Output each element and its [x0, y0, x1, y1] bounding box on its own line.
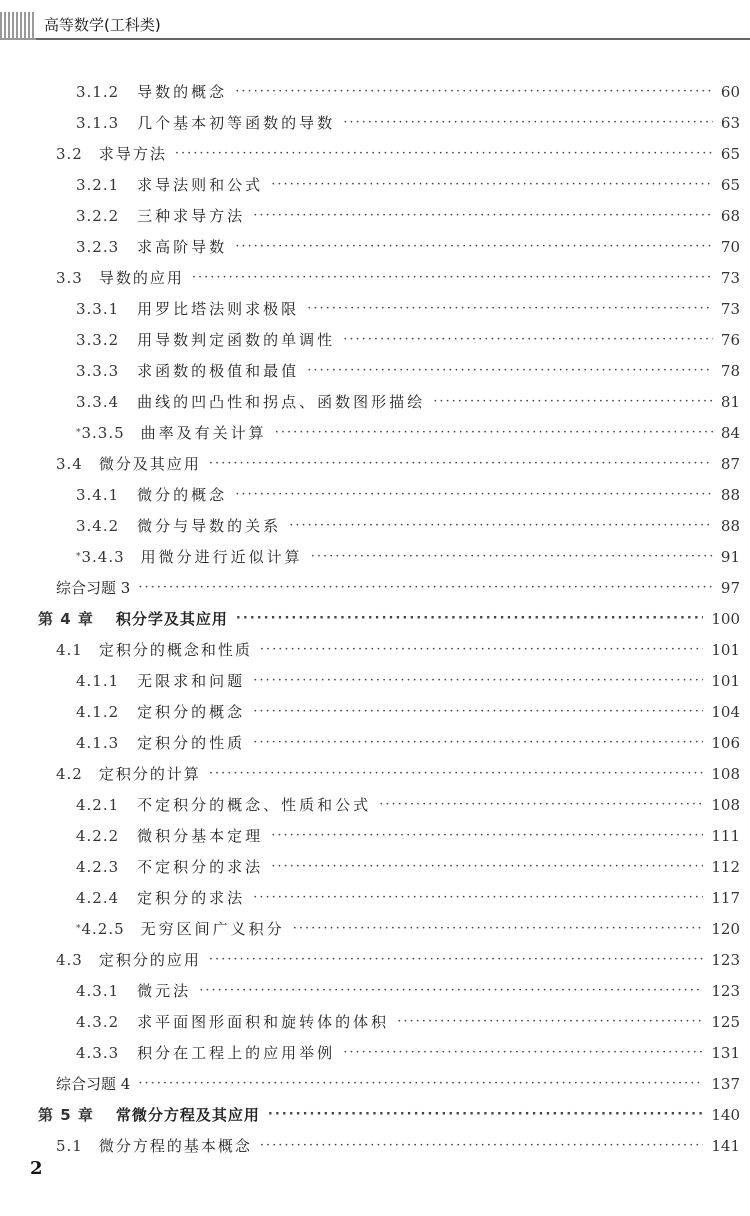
toc-entry-page: 68: [720, 206, 740, 225]
toc-entry-subsection[interactable]: [0, 200, 750, 231]
toc-entry-chapter[interactable]: [0, 603, 750, 634]
toc-entry-number: 第 5 章: [38, 1106, 94, 1124]
toc-entry-number: 5.1: [56, 1136, 83, 1155]
dot-leader: [209, 456, 713, 471]
dot-leader: [289, 518, 713, 533]
toc-entry-title: 求导方法: [98, 145, 167, 163]
toc-entry-title: 几个基本初等函数的导数: [137, 114, 336, 132]
toc-entry-number: 3.3.4: [76, 392, 120, 411]
dot-leader: [307, 301, 713, 316]
dot-leader: [343, 115, 713, 130]
toc-entry-title: 求平面图形面积和旋转体的体积: [137, 1013, 390, 1031]
toc-entry-title: 求高阶导数: [137, 238, 228, 256]
toc-entry-number: 第 4 章: [38, 610, 94, 628]
dot-leader: [253, 735, 703, 750]
toc-entry-title: 微元法: [137, 982, 192, 1000]
toc-entry-page: 88: [720, 516, 740, 535]
toc-entry-number: 4.1.1: [76, 671, 120, 690]
toc-entry-page: 120: [711, 919, 740, 938]
toc-entry-number: 3.1.2: [76, 82, 120, 101]
toc-entry-title: 定积分的性质: [137, 734, 246, 752]
toc-entry-page: 63: [720, 113, 740, 132]
toc-entry-number: 3.3.1: [76, 299, 120, 318]
toc-entry-title: 求函数的极值和最值: [137, 362, 300, 380]
dot-leader: [271, 859, 703, 874]
dot-leader: [138, 580, 713, 595]
toc-entry-subsection[interactable]: [0, 882, 750, 913]
toc-entry-subsection[interactable]: [0, 851, 750, 882]
toc-entry-number: 3.4.2: [76, 516, 120, 535]
dot-leader: [192, 270, 713, 285]
dot-leader: [253, 704, 703, 719]
dot-leader: [311, 549, 713, 564]
toc-entry-title: 定积分的应用: [98, 951, 201, 969]
running-header: [0, 0, 750, 46]
toc-entry-title: 三种求导方法: [137, 207, 246, 225]
toc-entry-page: 91: [720, 547, 740, 566]
toc-entry-subsection[interactable]: [0, 355, 750, 386]
toc-entry-page: 112: [711, 857, 740, 876]
toc-entry-subsection[interactable]: [0, 479, 750, 510]
toc-entry-page: 141: [711, 1136, 740, 1155]
toc-entry-page: 73: [720, 268, 740, 287]
toc-entry-page: 137: [711, 1074, 740, 1093]
toc-entry-subsection[interactable]: [0, 696, 750, 727]
dot-leader: [307, 363, 713, 378]
toc-entry-title: 曲率及有关计算: [140, 424, 267, 442]
toc-entry-title: 导数的概念: [137, 83, 228, 101]
dot-leader: [397, 1014, 703, 1029]
header-rule: [36, 38, 750, 40]
dot-leader: [236, 611, 703, 626]
toc-entry-number: 3.2: [56, 144, 83, 163]
toc-entry-page: 123: [711, 981, 740, 1000]
toc-entry-number: 3.1.3: [76, 113, 120, 132]
toc-entry-exercise[interactable]: [0, 1068, 750, 1099]
toc-entry-number: 4.1.2: [76, 702, 120, 721]
toc-entry-page: 125: [711, 1012, 740, 1031]
book-title: 高等数学(工科类): [44, 16, 161, 34]
toc-entry-section[interactable]: [0, 262, 750, 293]
toc-entry-page: 70: [720, 237, 740, 256]
toc-entry-page: 101: [711, 640, 740, 659]
toc-entry-subsection[interactable]: [0, 820, 750, 851]
toc-entry-number: 4.3.2: [76, 1012, 120, 1031]
toc-entry-number: 4.2.1: [76, 795, 120, 814]
toc-entry-page: 73: [720, 299, 740, 318]
toc-entry-subsection[interactable]: [0, 293, 750, 324]
toc-entry-title: 定积分的概念和性质: [98, 641, 252, 659]
toc-entry-number: 3.3.3: [76, 361, 120, 380]
toc-entry-subsection[interactable]: [0, 975, 750, 1006]
toc-entry-page: 78: [720, 361, 740, 380]
header-stripe-decoration: [0, 12, 36, 38]
toc-entry-section[interactable]: [0, 1130, 750, 1161]
dot-leader: [260, 1138, 703, 1153]
toc-entry-subsection[interactable]: [0, 665, 750, 696]
toc-entry-title: 用导数判定函数的单调性: [137, 331, 336, 349]
toc-entry-title: 微分的概念: [137, 486, 228, 504]
toc-entry-section[interactable]: [0, 634, 750, 665]
toc-entry-title: 用罗比塔法则求极限: [137, 300, 300, 318]
toc-entry-subsection[interactable]: [0, 169, 750, 200]
toc-entry-subsection[interactable]: [0, 107, 750, 138]
optional-marker: *: [76, 427, 81, 438]
toc-entry-page: 108: [711, 764, 740, 783]
toc-entry-title: 微积分基本定理: [137, 827, 264, 845]
dot-leader: [235, 487, 713, 502]
dot-leader: [271, 177, 713, 192]
toc-entry-title: 用微分进行近似计算: [140, 548, 303, 566]
dot-leader: [343, 1045, 703, 1060]
toc-entry-number: 3.2.1: [76, 175, 120, 194]
toc-entry-subsection[interactable]: [0, 727, 750, 758]
toc-entry-section[interactable]: [0, 944, 750, 975]
toc-entry-page: 88: [720, 485, 740, 504]
toc-entry-page: 140: [711, 1105, 740, 1124]
toc-entry-chapter[interactable]: [0, 1099, 750, 1130]
toc-entry-title: 常微分方程及其应用: [115, 1106, 260, 1124]
dot-leader: [343, 332, 713, 347]
toc-entry-page: 97: [720, 578, 740, 597]
dot-leader: [235, 84, 713, 99]
toc-entry-number: 4.2.4: [76, 888, 120, 907]
dot-leader: [199, 983, 703, 998]
toc-entry-number: 4.2.2: [76, 826, 120, 845]
toc-entry-page: 108: [711, 795, 740, 814]
toc-entry-number: 4.3: [56, 950, 83, 969]
optional-marker: *: [76, 923, 81, 934]
toc-entry-page: 117: [711, 888, 740, 907]
toc-entry-subsection[interactable]: [0, 231, 750, 262]
dot-leader: [433, 394, 713, 409]
dot-leader: [268, 1107, 703, 1122]
toc-entry-title: 定积分的求法: [137, 889, 246, 907]
toc-entry-number: 4.2: [56, 764, 83, 783]
dot-leader: [209, 766, 703, 781]
toc-entry-page: 100: [711, 609, 740, 628]
page-number: 2: [30, 1158, 43, 1179]
toc-entry-subsection[interactable]: [0, 386, 750, 417]
toc-entry-page: 104: [711, 702, 740, 721]
toc-entry-title: 曲线的凹凸性和拐点、函数图形描绘: [137, 393, 426, 411]
toc-entry-number: 4.1: [56, 640, 83, 659]
toc-entry-section[interactable]: [0, 448, 750, 479]
toc-entry-subsection[interactable]: [0, 76, 750, 107]
dot-leader: [293, 921, 704, 936]
toc-entry-number: 3.3.2: [76, 330, 120, 349]
toc-entry-number: 3.2.3: [76, 237, 120, 256]
toc-entry-page: 101: [711, 671, 740, 690]
dot-leader: [235, 239, 713, 254]
toc-entry-title: 微分与导数的关系: [137, 517, 282, 535]
toc-entry-number: 3.4.1: [76, 485, 120, 504]
toc-entry-subsection[interactable]: [0, 324, 750, 355]
toc-entry-page: 60: [720, 82, 740, 101]
toc-entry-number: 3.4.3: [81, 547, 125, 566]
toc-entry-exercise[interactable]: [0, 572, 750, 603]
toc-entry-title: 求导法则和公式: [137, 176, 264, 194]
toc-entry-title: 不定积分的概念、性质和公式: [137, 796, 372, 814]
dot-leader: [253, 673, 703, 688]
dot-leader: [175, 146, 713, 161]
toc-entry-page: 84: [720, 423, 740, 442]
dot-leader: [271, 828, 703, 843]
dot-leader: [253, 890, 703, 905]
table-of-contents: [0, 76, 750, 1161]
dot-leader: [379, 797, 703, 812]
dot-leader: [138, 1076, 703, 1091]
header-rule-left: [0, 38, 36, 40]
toc-entry-subsection[interactable]: [0, 789, 750, 820]
toc-entry-title: 积分学及其应用: [115, 610, 228, 628]
toc-entry-title: 无限求和问题: [137, 672, 246, 690]
toc-entry-page: 76: [720, 330, 740, 349]
toc-entry-title: 积分在工程上的应用举例: [137, 1044, 336, 1062]
toc-entry-page: 106: [711, 733, 740, 752]
toc-entry-page: 131: [711, 1043, 740, 1062]
toc-entry-title: 微分方程的基本概念: [98, 1137, 252, 1155]
optional-marker: *: [76, 551, 81, 562]
toc-entry-page: 111: [711, 826, 740, 845]
toc-entry-page: 87: [720, 454, 740, 473]
toc-entry-page: 81: [720, 392, 740, 411]
toc-entry-section[interactable]: [0, 138, 750, 169]
toc-entry-subsection[interactable]: [0, 1006, 750, 1037]
toc-entry-number: 3.2.2: [76, 206, 120, 225]
toc-entry-page: 65: [720, 144, 740, 163]
toc-entry-subsection[interactable]: [0, 510, 750, 541]
toc-entry-title: 综合习题 3: [56, 579, 131, 597]
toc-entry-section[interactable]: [0, 758, 750, 789]
toc-entry-number: 3.3: [56, 268, 83, 287]
toc-entry-page: 123: [711, 950, 740, 969]
dot-leader: [253, 208, 713, 223]
toc-entry-subsection[interactable]: [0, 1037, 750, 1068]
toc-entry-title: 导数的应用: [98, 269, 184, 287]
toc-entry-starred[interactable]: [0, 417, 750, 448]
toc-entry-title: 微分及其应用: [98, 455, 201, 473]
toc-entry-number: 4.1.3: [76, 733, 120, 752]
dot-leader: [275, 425, 713, 440]
toc-entry-title: 定积分的计算: [98, 765, 201, 783]
toc-entry-number: 4.3.1: [76, 981, 120, 1000]
dot-leader: [209, 952, 703, 967]
toc-entry-title: 综合习题 4: [56, 1075, 131, 1093]
toc-entry-number: 3.4: [56, 454, 83, 473]
dot-leader: [260, 642, 703, 657]
toc-entry-number: 4.2.5: [81, 919, 125, 938]
toc-entry-title: 不定积分的求法: [137, 858, 264, 876]
toc-entry-page: 65: [720, 175, 740, 194]
toc-entry-title: 无穷区间广义积分: [140, 920, 285, 938]
toc-entry-starred[interactable]: [0, 913, 750, 944]
toc-entry-title: 定积分的概念: [137, 703, 246, 721]
toc-entry-number: 4.3.3: [76, 1043, 120, 1062]
toc-entry-number: 3.3.5: [81, 423, 125, 442]
toc-entry-starred[interactable]: [0, 541, 750, 572]
toc-entry-number: 4.2.3: [76, 857, 120, 876]
